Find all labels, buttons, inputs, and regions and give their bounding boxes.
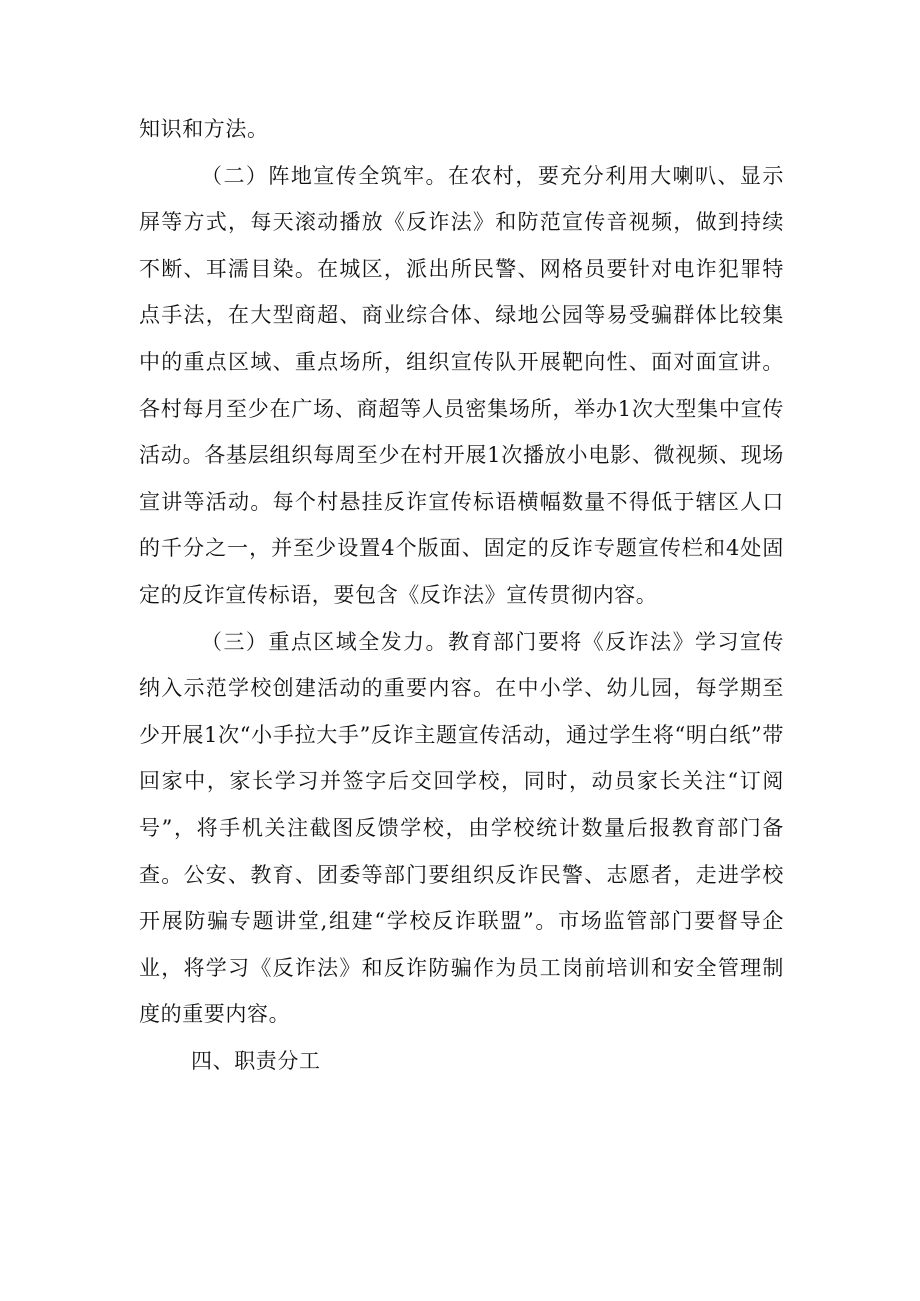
section-heading-4: 四、职责分工 — [191, 1048, 321, 1073]
paragraph-continuation: 知识和方法。 — [139, 117, 269, 141]
document-body — [139, 106, 784, 1084]
paragraph-section-2: （二）阵地宣传全筑牢。在农村，要充分利用大喇叭、显示屏等方式，每天滚动播放《反诈法》和防范宣传音视频，做到持续不断、耳濡目染。在城区，派出所民警、网格员要针对电诈犯罪特点手法，在大型商超、商业综合体、绿地公园等易受骗群体比较集中的重点区域、重点场所，组织宣传队开展靶向性、面对面宣讲。各村每月至少在广场、商超等人员密集场所，举办1次大型集中宣传活动。各基层组织每周至少在村开展1次播放小电影、微视频、现场宣讲等活动。每个村悬挂反诈宣传标语横幅数量不得低于辖区人口的千分之一，并至少设置4个版面、固定的反诈专题宣传栏和4处固定的反诈宣传标语，要包含《反诈法》宣传贯彻内容。 — [139, 163, 784, 607]
paragraph-section-3: （三）重点区域全发力。教育部门要将《反诈法》学习宣传纳入示范学校创建活动的重要内容。在中小学、幼儿园，每学期至少开展1次“小手拉大手”反诈主题宣传活动，通过学生将“明白纸”带回家中，家长学习并签字后交回学校，同时，动员家长关注“订阅号”，将手机关注截图反馈学校，由学校统计数量后报教育部门备查。公安、教育、团委等部门要组织反诈民警、志愿者，走进学校开展防骗专题讲堂,组建“学校反诈联盟”。市场监管部门要督导企业，将学习《反诈法》和反诈防骗作为员工岗前培训和安全管理制度的重要内容。 — [139, 629, 784, 1027]
